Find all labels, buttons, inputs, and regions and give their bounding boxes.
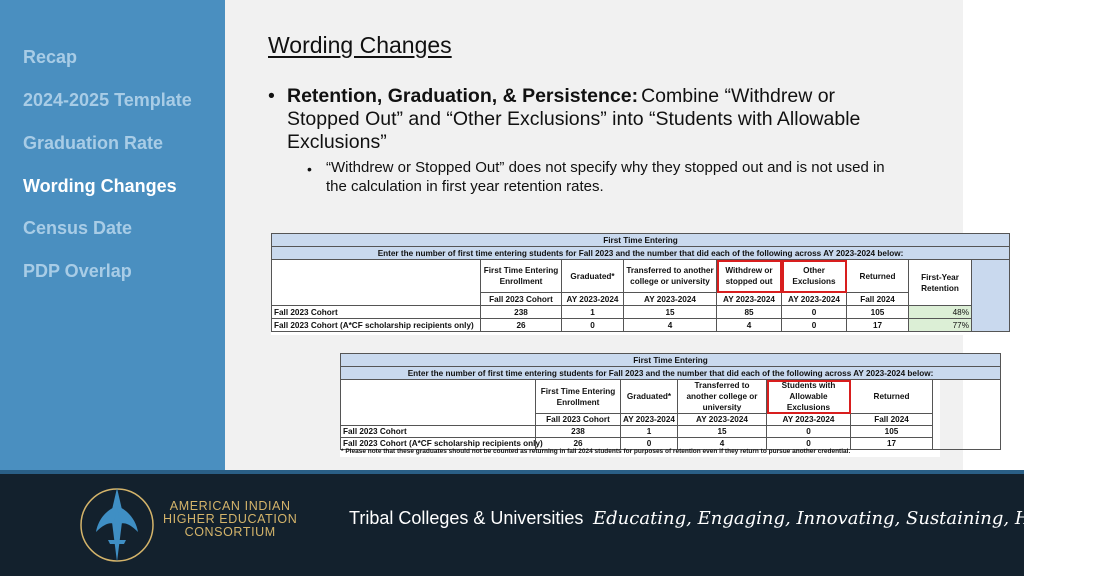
table2-col-graduated: Graduated* bbox=[621, 380, 678, 414]
row-label: Fall 2023 Cohort (A*CF scholarship recipients only) bbox=[341, 438, 536, 450]
sidebar-item-graduation-rate[interactable]: Graduation Rate bbox=[23, 133, 164, 153]
table1-col-retention: First-Year Retention bbox=[909, 260, 972, 306]
cell: 1 bbox=[621, 426, 678, 438]
cell: 105 bbox=[851, 426, 933, 438]
cell: 0 bbox=[782, 319, 847, 332]
table1-blank-header bbox=[272, 260, 481, 306]
cell: 0 bbox=[782, 306, 847, 319]
sidebar-item-wording-changes[interactable]: Wording Changes bbox=[23, 176, 177, 196]
sub-bullet-dot: • bbox=[307, 161, 312, 177]
cell: 238 bbox=[481, 306, 562, 319]
table-row bbox=[341, 426, 1001, 438]
cell: 4 bbox=[717, 319, 782, 332]
row-label: Fall 2023 Cohort (A*CF scholarship recipients only) bbox=[272, 319, 481, 332]
cell: 0 bbox=[562, 319, 624, 332]
table2-sub-fall: Fall 2024 bbox=[851, 414, 933, 426]
cell: 0 bbox=[767, 426, 851, 438]
bullet-retention-text: Combine “Withdrew or Stopped Out” and “Other Exclusions” into “Students with Allowable Exclusions” bbox=[287, 85, 861, 153]
cell: 4 bbox=[678, 438, 767, 450]
cell: 15 bbox=[624, 306, 717, 319]
bullet-dot: • bbox=[268, 85, 275, 107]
retention-cell: 77% bbox=[909, 319, 972, 332]
footer-divider bbox=[0, 470, 1024, 474]
table2-sub-ay: AY 2023-2024 bbox=[767, 414, 851, 426]
row-label: Fall 2023 Cohort bbox=[272, 306, 481, 319]
retention-cell: 48% bbox=[909, 306, 972, 319]
sub-bullet-withdrew: “Withdrew or Stopped Out” does not specify why they stopped out and is not used in the calculation in first year retention rates. bbox=[326, 159, 885, 195]
table2-col-transferred: Transferred to another college or university bbox=[678, 380, 767, 414]
table2-image bbox=[340, 353, 940, 457]
table1-col-withdrew: Withdrew or stopped out bbox=[717, 260, 782, 293]
table2-sub-ay: AY 2023-2024 bbox=[621, 414, 678, 426]
table2-instruction: Enter the number of first time entering students for Fall 2023 and the number that did each of the following across AY 2023-2024 below: bbox=[341, 367, 1001, 380]
table2-col-returned: Returned bbox=[851, 380, 933, 414]
row-label: Fall 2023 Cohort bbox=[341, 426, 536, 438]
slide-title: Wording Changes bbox=[268, 32, 452, 58]
table-old-template bbox=[271, 233, 1010, 332]
table-new-template bbox=[340, 353, 1001, 450]
org-name-line1: AMERICAN INDIAN bbox=[169, 499, 291, 513]
table1-col-graduated: Graduated* bbox=[562, 260, 624, 293]
table1-sub-ay: AY 2023-2024 bbox=[624, 293, 717, 306]
table-row bbox=[272, 306, 1010, 319]
cell: 105 bbox=[847, 306, 909, 319]
table1-sub-cohort: Fall 2023 Cohort bbox=[481, 293, 562, 306]
table1-sub-fall: Fall 2024 bbox=[847, 293, 909, 306]
cell: 26 bbox=[481, 319, 562, 332]
tagline-main: Tribal Colleges & Universities bbox=[349, 508, 584, 528]
table2-sub-ay: AY 2023-2024 bbox=[678, 414, 767, 426]
sidebar-item-recap[interactable]: Recap bbox=[23, 47, 78, 67]
sidebar bbox=[0, 0, 225, 470]
sidebar-item-template[interactable]: 2024-2025 Template bbox=[23, 90, 192, 110]
org-name-line3: CONSORTIUM bbox=[184, 525, 276, 539]
table2-sub-cohort: Fall 2023 Cohort bbox=[536, 414, 621, 426]
table2-col-allowable-exclusions: Students with Allowable Exclusions bbox=[767, 380, 851, 414]
table-row bbox=[272, 319, 1010, 332]
bullet-retention-bold: Retention, Graduation, & Persistence: bbox=[287, 85, 639, 107]
org-name bbox=[163, 500, 297, 539]
table1-right-edge bbox=[972, 260, 1010, 332]
tagline-script: Educating, Engaging, Innovating, Sustaining, Honoring bbox=[593, 508, 1101, 529]
cell: 15 bbox=[678, 426, 767, 438]
aihec-logo-icon bbox=[78, 484, 156, 566]
cell: 26 bbox=[536, 438, 621, 450]
sidebar-item-pdp-overlap[interactable]: PDP Overlap bbox=[23, 261, 132, 281]
cell: 17 bbox=[847, 319, 909, 332]
table2-col-enrollment: First Time Entering Enrollment bbox=[536, 380, 621, 414]
table1-col-other-exclusions: Other Exclusions bbox=[782, 260, 847, 293]
table1-banner: First Time Entering bbox=[272, 234, 1010, 247]
cell: 238 bbox=[536, 426, 621, 438]
sidebar-item-census-date[interactable]: Census Date bbox=[23, 218, 133, 238]
cell: 17 bbox=[851, 438, 933, 450]
table2-footnote: * Please note that these graduates should not be counted as returning in fall 2024 students for purposes of retention even if they return to pursue another credential. bbox=[341, 448, 851, 455]
table1-col-returned: Returned bbox=[847, 260, 909, 293]
cell: 0 bbox=[767, 438, 851, 450]
table2-banner: First Time Entering bbox=[341, 354, 1001, 367]
table1-col-enrollment: First Time Entering Enrollment bbox=[481, 260, 562, 293]
cell: 4 bbox=[624, 319, 717, 332]
table1-sub-ay: AY 2023-2024 bbox=[782, 293, 847, 306]
bullet-retention bbox=[287, 85, 887, 154]
table2-right-edge bbox=[933, 380, 1001, 450]
table1-instruction: Enter the number of first time entering students for Fall 2023 and the number that did each of the following across AY 2023-2024 below: bbox=[272, 247, 1010, 260]
cell: 1 bbox=[562, 306, 624, 319]
cell: 85 bbox=[717, 306, 782, 319]
org-name-line2: HIGHER EDUCATION bbox=[163, 512, 298, 526]
cell: 0 bbox=[621, 438, 678, 450]
table1-sub-ay: AY 2023-2024 bbox=[717, 293, 782, 306]
table1-image bbox=[271, 233, 1009, 335]
table2-blank-header bbox=[341, 380, 536, 426]
table1-sub-ay: AY 2023-2024 bbox=[562, 293, 624, 306]
table1-col-transferred: Transferred to another college or university bbox=[624, 260, 717, 293]
